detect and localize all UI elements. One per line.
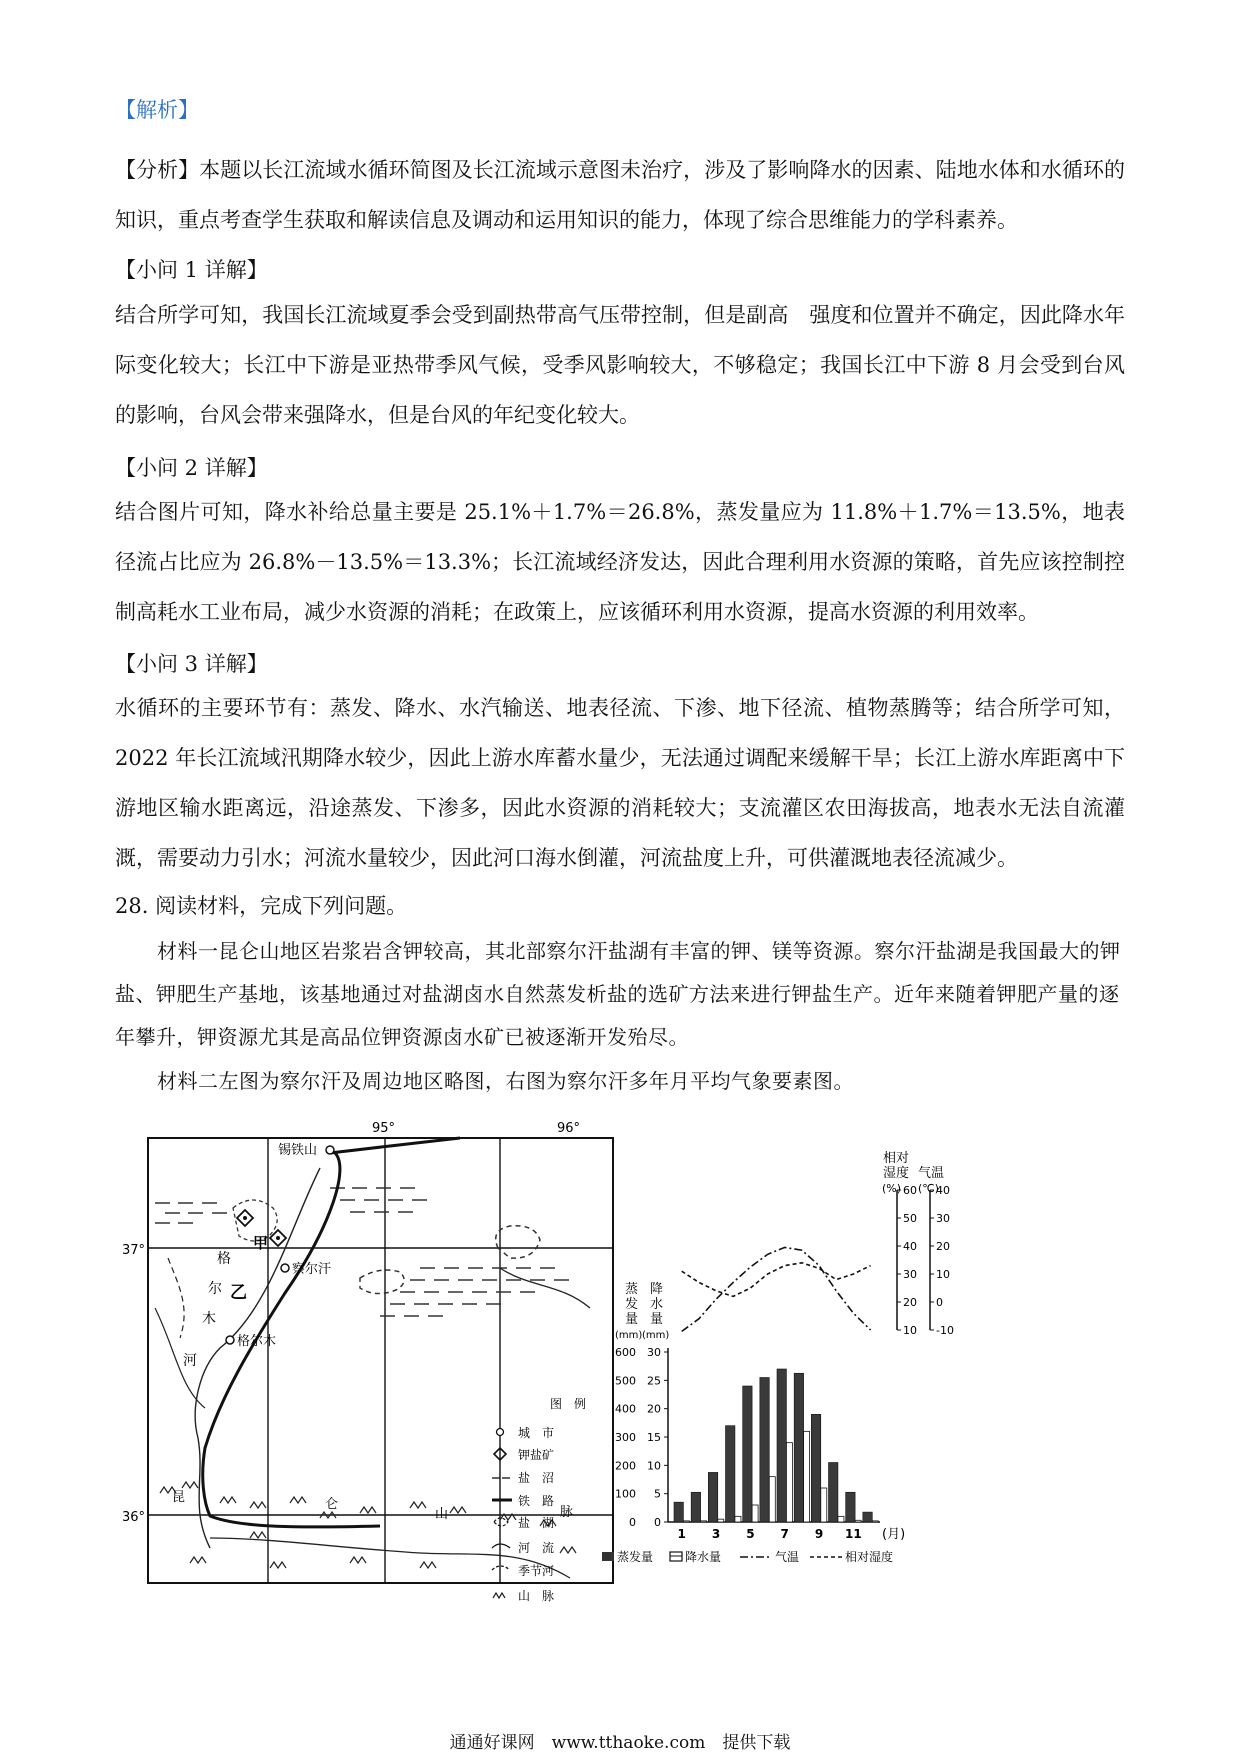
bar-evaporation: [691, 1492, 700, 1522]
q2-heading: 【小问 2 详解】: [115, 456, 268, 480]
humidity-axis-unit: (%): [882, 1182, 902, 1195]
temperature-tick-label: -10: [936, 1324, 954, 1337]
river-char: 河: [183, 1353, 197, 1369]
climate-chart: [600, 1150, 970, 1600]
precip-tick-label: 15: [647, 1431, 661, 1444]
temperature-tick-label: 40: [936, 1184, 950, 1197]
bar-precipitation: [701, 1521, 707, 1522]
humidity-tick-label: 30: [903, 1268, 917, 1281]
bar-evaporation: [777, 1369, 786, 1522]
bar-precipitation: [821, 1488, 827, 1522]
precip-tick-label: 20: [647, 1402, 661, 1416]
q3-text: 水循环的主要环节有：蒸发、降水、水汽输送、地表径流、下渗、地下径流、植物蒸腾等；结合所学可知，2022 年长江流域汛期降水较少，因此上游水库蓄水量少，无法通过调配来缓解干旱；长江上游水库距离中下游地区输水距离远，沿途蒸发、下渗多，因此水资源的消耗较大；支流灌区农田海拔高，地表水无法自流灌溉，需要动力引水；河流水量较少，因此河口海水倒灌，河流盐度上升，可供灌溉地表径流减少。: [115, 696, 1125, 870]
temperature-tick-label: 30: [936, 1212, 950, 1225]
analysis-label: 【解析】: [115, 98, 199, 122]
x-tick-label: 1: [677, 1527, 686, 1541]
lat-37-label: 37°: [122, 1243, 146, 1258]
lat-36-label: 36°: [122, 1510, 146, 1525]
evap-tick-label: 300: [615, 1431, 636, 1444]
legend-item: 铁 路: [518, 1494, 555, 1508]
bar-precipitation: [769, 1477, 775, 1522]
legend-item: 季节河: [518, 1564, 555, 1578]
bar-evaporation: [829, 1463, 838, 1523]
city-geermu-icon: [226, 1336, 234, 1344]
legend-item: 城 市: [518, 1426, 555, 1440]
bar-evaporation: [674, 1502, 683, 1522]
q3-heading: 【小问 3 详解】: [115, 652, 268, 676]
river-char: 木: [202, 1311, 216, 1327]
analysis-text: 【分析】本题以长江流域水循环简图及长江流域示意图未治疗，涉及了影响降水的因素、陆地水体和水循环的知识，重点考查学生获取和解读信息及调动和运用知识的能力，体现了综合思维能力的学科素养。: [115, 158, 1125, 232]
city-xitieshan-icon: [326, 1146, 334, 1154]
question-28: 28. 阅读材料，完成下列问题。: [115, 894, 408, 918]
mountain-char: 脉: [560, 1505, 574, 1520]
mountain-char: 仑: [325, 1497, 339, 1512]
precip-axis-title: 水: [650, 1297, 664, 1312]
humidity-tick-label: 10: [903, 1324, 917, 1337]
humidity-tick-label: 20: [903, 1296, 917, 1309]
bar-evaporation: [743, 1386, 752, 1522]
q2-text: 结合图片可知，降水补给总量主要是 25.1%＋1.7%＝26.8%，蒸发量应为 11.8%＋1.7%＝13.5%，地表径流占比应为 26.8%－13.5%＝13.3%；长江流域经济发达，因此合理利用水资源的策略，首先应该控制控制高耗水工业布局，减少水资源的消耗；在政策上，应该循环利用水资源，提高水资源的利用效率。: [115, 500, 1125, 624]
legend-title: 图 例: [550, 1397, 587, 1411]
mountain-char: 山: [435, 1507, 449, 1522]
x-tick-label: 5: [746, 1527, 755, 1541]
precip-axis-title: 降: [650, 1282, 664, 1297]
evap-axis-title: 量: [625, 1312, 639, 1327]
legend-item: 盐 湖: [518, 1516, 555, 1530]
map-legend: [550, 1396, 586, 1411]
city-geermu-label: 格尔木: [237, 1334, 277, 1349]
x-tick-label: 7: [780, 1527, 789, 1541]
q1-heading: 【小问 1 详解】: [115, 258, 268, 282]
evap-axis-unit: (mm): [615, 1330, 643, 1341]
bar-precipitation: [804, 1431, 810, 1522]
bar-precipitation: [735, 1516, 741, 1522]
lon-95-label: 95°: [372, 1121, 396, 1136]
legend-item: 盐 沼: [518, 1471, 555, 1485]
legend-item: 河 流: [518, 1541, 555, 1555]
evap-axis-title: 发: [625, 1297, 639, 1312]
temp-axis-unit: (℃): [918, 1182, 939, 1195]
bar-evaporation: [726, 1426, 735, 1522]
city-chaerhan-icon: [281, 1264, 289, 1272]
precip-axis-title: 量: [650, 1312, 664, 1327]
x-axis-unit: (月): [882, 1527, 906, 1542]
mountain-char: 昆: [172, 1490, 186, 1505]
humidity-line: [682, 1263, 871, 1297]
precip-axis-unit: (mm): [642, 1330, 670, 1341]
bar-evaporation: [708, 1472, 717, 1522]
temperature-tick-label: 10: [936, 1268, 950, 1281]
precip-tick-label: 30: [647, 1346, 661, 1359]
bar-precipitation: [718, 1519, 724, 1522]
salt-lake: [360, 1270, 404, 1294]
salt-lake: [496, 1226, 540, 1258]
precip-tick-label: 25: [647, 1374, 661, 1388]
x-tick-label: 3: [711, 1527, 721, 1541]
city-chaerhan-label: 察尔汗: [292, 1262, 332, 1277]
city-xitieshan-label: 锡铁山: [278, 1143, 318, 1158]
q1-text: 结合所学可知，我国长江流域夏季会受到副热带高气压带控制，但是副高 强度和位置并不确定，因此降水年际变化较大；长江中下游是亚热带季风气候，受季风影响较大，不够稳定；我国长江中下游 8 月会受到台风的影响，台风会带来强降水，但是台风的年纪变化较大。: [115, 303, 1125, 427]
temperature-tick-label: 20: [936, 1240, 950, 1253]
evap-axis-title: 蒸: [625, 1282, 639, 1297]
humidity-tick-label: 50: [903, 1212, 917, 1225]
map-legend-items: [490, 1410, 585, 1630]
legend-humidity: 相对湿度: [845, 1550, 894, 1564]
x-tick-label: 9: [814, 1527, 824, 1541]
potash-mine-icon: [237, 1210, 253, 1226]
bar-evaporation: [794, 1373, 803, 1522]
temperature-line: [682, 1247, 871, 1331]
bar-evaporation: [863, 1512, 872, 1522]
bar-precipitation: [752, 1505, 758, 1522]
mark-yi: 乙: [230, 1283, 247, 1303]
bar-precipitation: [838, 1516, 844, 1522]
humidity-axis-title: 相对: [883, 1151, 910, 1166]
evap-tick-label: 500: [615, 1374, 636, 1388]
bar-precipitation: [786, 1443, 792, 1522]
temp-axis-title: 气温: [918, 1166, 945, 1181]
temperature-tick-label: 0: [936, 1296, 943, 1309]
evap-tick-label: 400: [615, 1402, 636, 1416]
bar-evaporation: [846, 1492, 855, 1522]
legend-precip: 降水量: [685, 1550, 722, 1564]
river-char: 格: [217, 1251, 231, 1267]
river-char: 尔: [208, 1281, 222, 1297]
legend-item: 山 脉: [518, 1589, 555, 1603]
footer-text: 通通好课网 www.tthaoke.com 提供下载: [449, 1733, 791, 1753]
evap-tick-label: 600: [615, 1346, 636, 1359]
seasonal-river: [168, 1258, 184, 1338]
precip-tick-label: 5: [654, 1487, 661, 1501]
precip-tick-label: 10: [647, 1459, 661, 1473]
river: [500, 1268, 590, 1308]
precip-tick-label: 0: [654, 1516, 661, 1529]
evap-tick-label: 200: [615, 1459, 636, 1473]
railway: [330, 1138, 460, 1153]
material-1: 材料一昆仑山地区岩浆岩含钾较高，其北部察尔汗盐湖有丰富的钾、镁等资源。察尔汗盐湖是我国最大的钾盐、钾肥生产基地，该基地通过对盐湖卤水自然蒸发析盐的选矿方法来进行钾盐生产。近年来随着钾肥产量的逐年攀升，钾资源尤其是高品位钾资源卤水矿已被逐渐开发殆尽。: [115, 939, 1121, 1049]
humidity-tick-label: 40: [903, 1240, 917, 1253]
legend-temp: 气温: [775, 1550, 800, 1564]
bar-precipitation: [683, 1521, 689, 1522]
bar-evaporation: [760, 1378, 769, 1523]
legend-evap-swatch: [602, 1552, 614, 1561]
river-geermu: [195, 1168, 320, 1548]
evap-tick-label: 100: [615, 1487, 636, 1501]
evap-tick-label: 0: [629, 1516, 636, 1529]
humidity-tick-label: 60: [903, 1184, 917, 1197]
material-2: 材料二左图为察尔汗及周边地区略图，右图为察尔汗多年月平均气象要素图。: [157, 1069, 854, 1093]
x-tick-label: 11: [845, 1527, 862, 1541]
bar-evaporation: [811, 1414, 820, 1522]
bar-precipitation: [872, 1521, 878, 1522]
bar-precipitation: [855, 1520, 861, 1522]
humidity-axis-title: 湿度: [883, 1166, 910, 1181]
lon-96-label: 96°: [557, 1121, 581, 1136]
legend-evap: 蒸发量: [617, 1550, 654, 1564]
legend-item: 钾盐矿: [518, 1448, 555, 1462]
mark-jia: 甲: [253, 1234, 269, 1252]
